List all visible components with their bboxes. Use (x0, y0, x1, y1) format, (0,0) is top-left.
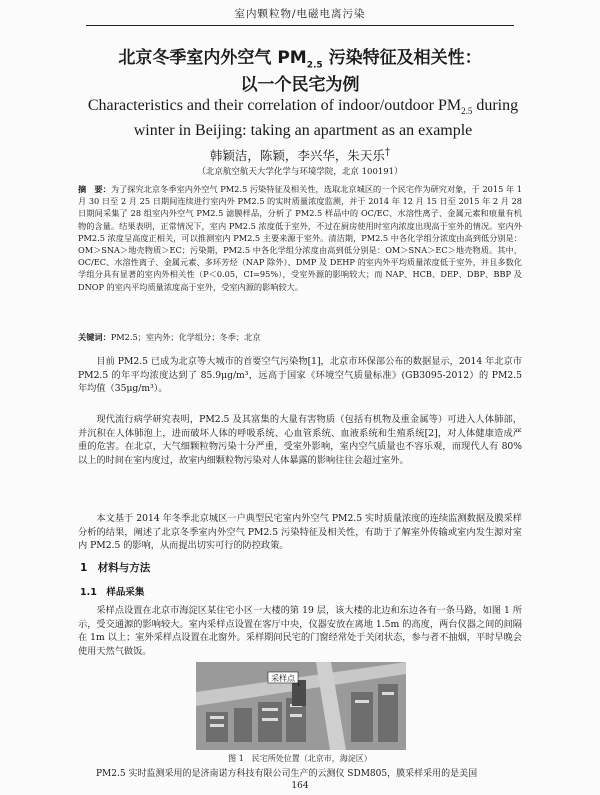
abstract (78, 183, 522, 293)
paragraph-intro: 目前 PM2.5 已成为北京等大城市的首要空气污染物[1]，北京市环保部公布的数据显示，2014 年北京市 PM2.5 的年平均浓度达到了 85.9μg/m³，远高于国家《环境空气质量标准》(GB3095-2012）的 PM2.5 年均值（35μg/m³）。 (78, 356, 522, 395)
paragraph-health: 现代流行病学研究表明，PM2.5 及其富集的大量有害物质（包括有机物及重金属等）可进入人体肺部，并沉积在人体肺泡上，进而破坏人体的呼吸系统、心血管系统、血液系统和生殖系统[2]，对人体健康造成严重的危害。在北京，大气细颗粒物污染十分严重，受室外影响，室内空气质量也不容乐观，而现代人有 80%以上的时间在室内度过，故室内细颗粒物污染对人体暴露的影响往往会超过室外。 (78, 414, 522, 466)
abstract-text: 为了探究北京冬季室内外空气 PM2.5 污染特征及相关性，选取北京城区的一个民宅作为研究对象，于 2015 年 1 月 30 日至 2 月 25 日期间连续进行室内外 PM2.5 的实时质量浓度监测，并于 2014 年 12 月 15 日至 2015 年 2 月 28 日期间采集了 28 组室内外空气 PM2.5 滤膜样品，分析了 PM2.5 样品中的 OC/EC、水溶性离子、金属元素和痕量有机物的含量。结果表明，正常情况下，室内 PM2.5 浓度低于室外，不过在厨房使用时室内浓度出现高于室外的情况。室内外 PM2.5 浓度呈高度正相关，可以推测室内 PM2.5 主要来源于室外。清洁期，PM2.5 中各化学组分浓度由高到低分别是：OM＞SNA＞地壳物质＞EC；污染期，PM2.5 中各化学组分浓度由高到低分别是：OM＞SNA＞EC＞地壳物质。其中，OC/EC、水溶性离子、金属元素、多环芳烃（NAP 除外）、DMP 及 DEHP 的室内外平均质量浓度低于室外，并且多数化学组分具有显著的室内外相关性（P＜0.05，CI=95%），受室外源的影响较大；而 NAP、HCB、DEP、DBP、BBP 及 DNOP 的室内平均质量浓度高于室外，受室内源的影响较大。 (78, 184, 522, 292)
figure-aerial-photo (196, 662, 406, 750)
title-en-line2: winter in Beijing: taking an apartment as an example (133, 122, 473, 140)
paragraph-instruments: PM2.5 实时监测采用的是济南诺方科技有限公司生产的云测仪 SDM805，膜采样采用的是美国 (96, 769, 478, 779)
title-chinese (0, 48, 600, 95)
aerial-photo-image (196, 662, 406, 750)
title-zh-line2: 以一个民宅为例 (240, 75, 360, 96)
title-en-line1: Characteristics and their correlation of indoor/outdoor $PM_{2.5}$ during (87, 97, 519, 117)
page-number: 164 (291, 781, 309, 791)
abstract-label: 摘 要： (78, 184, 111, 194)
figure-marker-label: 采样点 (271, 674, 295, 683)
figure-caption: 图 1 民宅所处位置（北京市，海淀区） (228, 754, 372, 763)
keywords-label: 关键词： (78, 332, 111, 342)
authors: 韩颖洁，陈颖，李兴华，朱天乐† (209, 146, 391, 164)
section-heading-1-1: 1.1 样品采集 (80, 587, 145, 598)
title-english (58, 96, 548, 141)
keywords (78, 332, 522, 343)
affiliation: （北京航空航天大学化学与环境学院，北京 100191） (197, 167, 403, 177)
sampling-building (292, 680, 306, 706)
section-heading-1: 1 材料与方法 (80, 562, 151, 574)
title-zh-line1: 北京冬季室内外空气 $PM_{2.5}$ 污染特征及相关性： (118, 48, 482, 71)
running-header: 室内颗粒物/电磁电离污染 (86, 6, 514, 26)
keywords-text: PM2.5；室内外；化学组分；冬季；北京 (110, 332, 261, 342)
paragraph-purpose: 本文基于 2014 年冬季北京城区一户典型民宅室内外空气 PM2.5 实时质量浓度的连续监测数据及膜采样分析的结果，阐述了北京冬季室内外空气 PM2.5 污染特征及相关性，有助于了解室外传输或室内发生源对室内 PM2.5 的影响，从而提出切实可行的防控政策。 (78, 513, 522, 552)
paragraph-sampling: 采样点设置在北京市海淀区某住宅小区一大楼的第 19 层，该大楼的北边和东边各有一条马路，如图 1 所示，受交通源的影响较大。室内采样点设置在客厅中央，仪器安放在离地 1.5m 的高度，两台仪器之间的间隔在 1m 以上；室外采样点设置在北窗外。采样期间民宅的门窗经常处于关闭状态，参与者不抽烟，平时早晚会使用天然气做饭。 (78, 605, 522, 657)
